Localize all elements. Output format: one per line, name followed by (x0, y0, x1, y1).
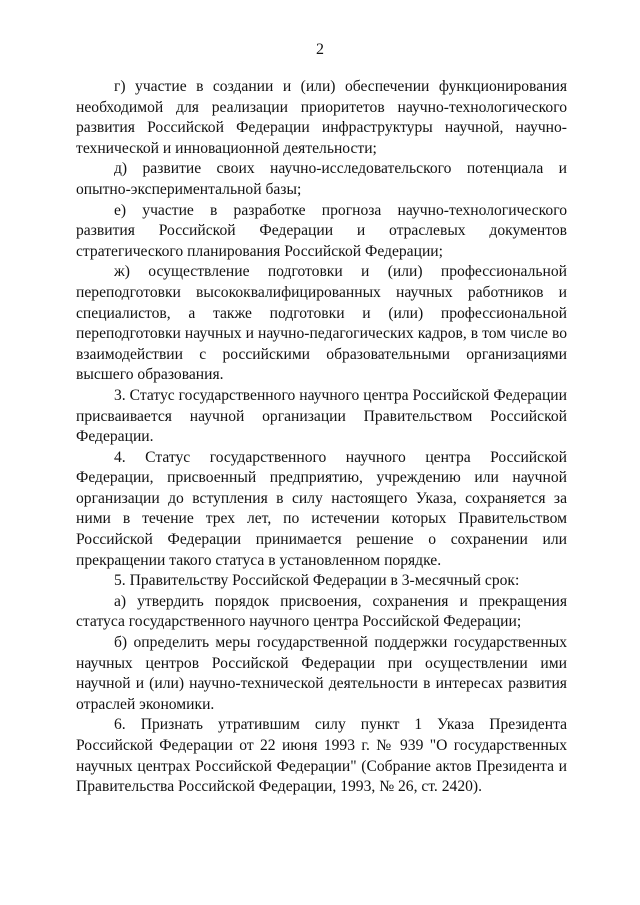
document-body (76, 77, 567, 798)
paragraph-clause-3: 3. Статус государственного научного центра Российской Федерации присваивается научной организации Правительством Российской Федерации. (76, 386, 567, 446)
paragraph-item-g: г) участие в создании и (или) обеспечении функционирования необходимой для реализации приоритетов научно-технологического развития Российской Федерации инфраструктуры научной, научно-технической и инновационной деятельности; (76, 78, 567, 157)
paragraph-item-zh: ж) осуществление подготовки и (или) профессиональной переподготовки высококвалифицированных научных работников и специалистов, а также подготовки и (или) профессиональной переподготовки научных и научно-педагогических кадров, в том числе во взаимодействии с российскими образовательными организациями высшего образования. (76, 263, 567, 384)
paragraph-item-e: е) участие в разработке прогноза научно-технологического развития Российской Федерации и отраслевых документов стратегического планирования Российской Федерации; (76, 201, 567, 260)
paragraph-clause-4: 4. Статус государственного научного центра Российской Федерации, присвоенный предприятию, учреждению или научной организации до вступления в силу настоящего Указа, сохраняется за ними в течение трех лет, по истечении которых Правительством Российской Федерации принимается решение о сохранении или прекращении такого статуса в установленном порядке. (76, 448, 567, 569)
paragraph-item-a: а) утвердить порядок присвоения, сохранения и прекращения статуса государственного научного центра Российской Федерации; (76, 592, 567, 631)
paragraph-clause-6: 6. Признать утратившим силу пункт 1 Указа Президента Российской Федерации от 22 июня 1993 г. № 939 "О государственных научных центрах Российской Федерации" (Собрание актов Президента и Правительства Российской Федерации, 1993, № 26, ст. 2420). (76, 716, 567, 796)
paragraph-item-b: б) определить меры государственной поддержки государственных научных центров Российской Федерации при осуществлении ими научной и (или) научно-технической деятельности в интересах развития отраслей экономики. (76, 634, 567, 713)
page-number: 2 (316, 41, 324, 58)
paragraph-clause-5: 5. Правительству Российской Федерации в 3-месячный срок: (114, 572, 520, 590)
paragraph-item-d: д) развитие своих научно-исследовательского потенциала и опытно-экспериментальной базы; (76, 160, 567, 198)
